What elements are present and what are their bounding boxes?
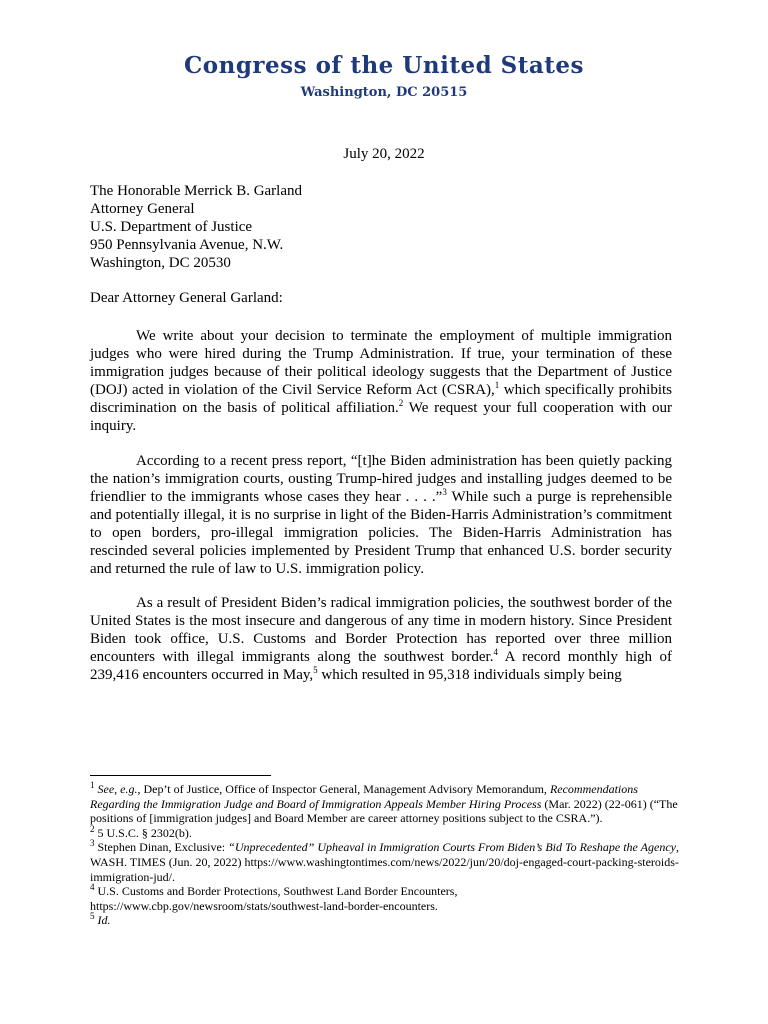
footnote-number: 5 (90, 911, 95, 922)
recipient-line: The Honorable Merrick B. Garland (90, 183, 303, 199)
footnote-title: Recommendations Regarding the Immigration Judge and Board of Immigration Appeals Member Hiring Process (90, 782, 638, 811)
body-paragraph (90, 327, 672, 435)
paragraph-text: While such a purge is reprehensible and potentially illegal, it is no surprise in light of the Biden-Harris Administration’s commitment to open borders, pro-illegal immigration policies. The Biden-Harris Administration has rescinded several policies implemented by President Trump that enhanced U.S. border security and returned the rule of law to U.S. immigration policy. (90, 489, 672, 577)
recipient-line: 950 Pennsylvania Avenue, N.W. (90, 237, 284, 253)
footnote-text: , Dep’t of Justice, Office of Inspector General, Management Advisory Memorandum, (137, 782, 550, 796)
body-paragraph (90, 594, 672, 684)
recipient-line: Washington, DC 20530 (90, 255, 231, 271)
paragraph-text: We request your full cooperation with our inquiry. (90, 400, 673, 434)
footnote-text: 5 U.S.C. § 2302(b). (94, 825, 192, 840)
footnote (90, 840, 680, 884)
letterhead-title: Congress of the United States (183, 52, 585, 79)
footnote (90, 782, 680, 826)
paragraph-text: We write about your decision to terminate the employment of multiple immigration judges who were hired during the Trump Administration. If true, your termination of these immigration judges because of their political ideology suggests that the Department of Justice (DOJ) acted in violation of the Civil Service Reform Act (CSRA), (90, 328, 672, 398)
footnote (90, 913, 680, 928)
paragraph-text: A record monthly high of 239,416 encounters occurred in May, (90, 649, 672, 683)
footnote (90, 823, 680, 841)
footnote-text: U.S. Customs and Border Protections, Southwest Land Border Encounters, https://www.cbp.gov/newsroom/stats/southwest-land-border-encounters. (90, 884, 458, 913)
body-paragraph (90, 452, 672, 578)
footnote-number: 4 (90, 882, 95, 893)
footnote-ref: 3 (442, 487, 447, 497)
footnote-text: , WASH. TIMES (Jun. 20, 2022) https://www.washingtontimes.com/news/2022/jun/20/doj-engaged-court-packing-steroids-immigration-jud/. (90, 840, 679, 884)
paragraph-text: As a result of President Biden’s radical immigration policies, the southwest border of the United States is the most insecure and dangerous of any time in modern history. Since President Biden took office, U.S. Customs and Border Protection has reported over three million encounters with illegal immigrants along the southwest border. (90, 595, 672, 665)
salutation: Dear Attorney General Garland: (90, 290, 283, 306)
footnote-text: (Mar. 2022) (22-061) (“The positions of [immigration judges] and Board Member are career attorney positions subject to the CSRA.”). (90, 796, 678, 826)
footnote-divider (90, 775, 271, 776)
footnote (90, 884, 680, 913)
footnote-ref: 2 (398, 398, 404, 408)
footnote-id: Id. (97, 913, 111, 928)
recipient-line: U.S. Department of Justice (90, 219, 253, 235)
footnote-text: Stephen Dinan, Exclusive: (94, 840, 229, 855)
footnote-number: 2 (90, 823, 95, 834)
footnote-signal: See, e.g. (97, 782, 138, 796)
recipient-line: Attorney General (90, 201, 195, 217)
recipient-address (90, 182, 302, 272)
footnote-ref: 5 (313, 665, 318, 675)
footnote-title: “Unprecedented” Upheaval in Immigration Courts From Biden’s Bid To Reshape the Agency (228, 840, 676, 855)
paragraph-text: According to a recent press report, “[t]he Biden administration has been quietly packing the nation’s immigration courts, ousting Trump-hired judges and installing judges deemed to be friendlier to the immigrants whose cases they hear . . . .” (90, 453, 672, 505)
footnote-number: 3 (90, 838, 95, 849)
letterhead (0, 52, 768, 100)
footnote-ref: 4 (493, 647, 498, 657)
footnote-number: 1 (90, 780, 95, 790)
paragraph-text: which specifically prohibits discrimination on the basis of political affiliation. (90, 382, 672, 416)
footnotes (90, 782, 680, 928)
footnote-ref: 1 (494, 380, 500, 390)
letterhead-subtitle: Washington, DC 20515 (300, 85, 468, 100)
paragraph-text: which resulted in 95,318 individuals simply being (317, 667, 622, 683)
letter-date: July 20, 2022 (343, 146, 425, 162)
